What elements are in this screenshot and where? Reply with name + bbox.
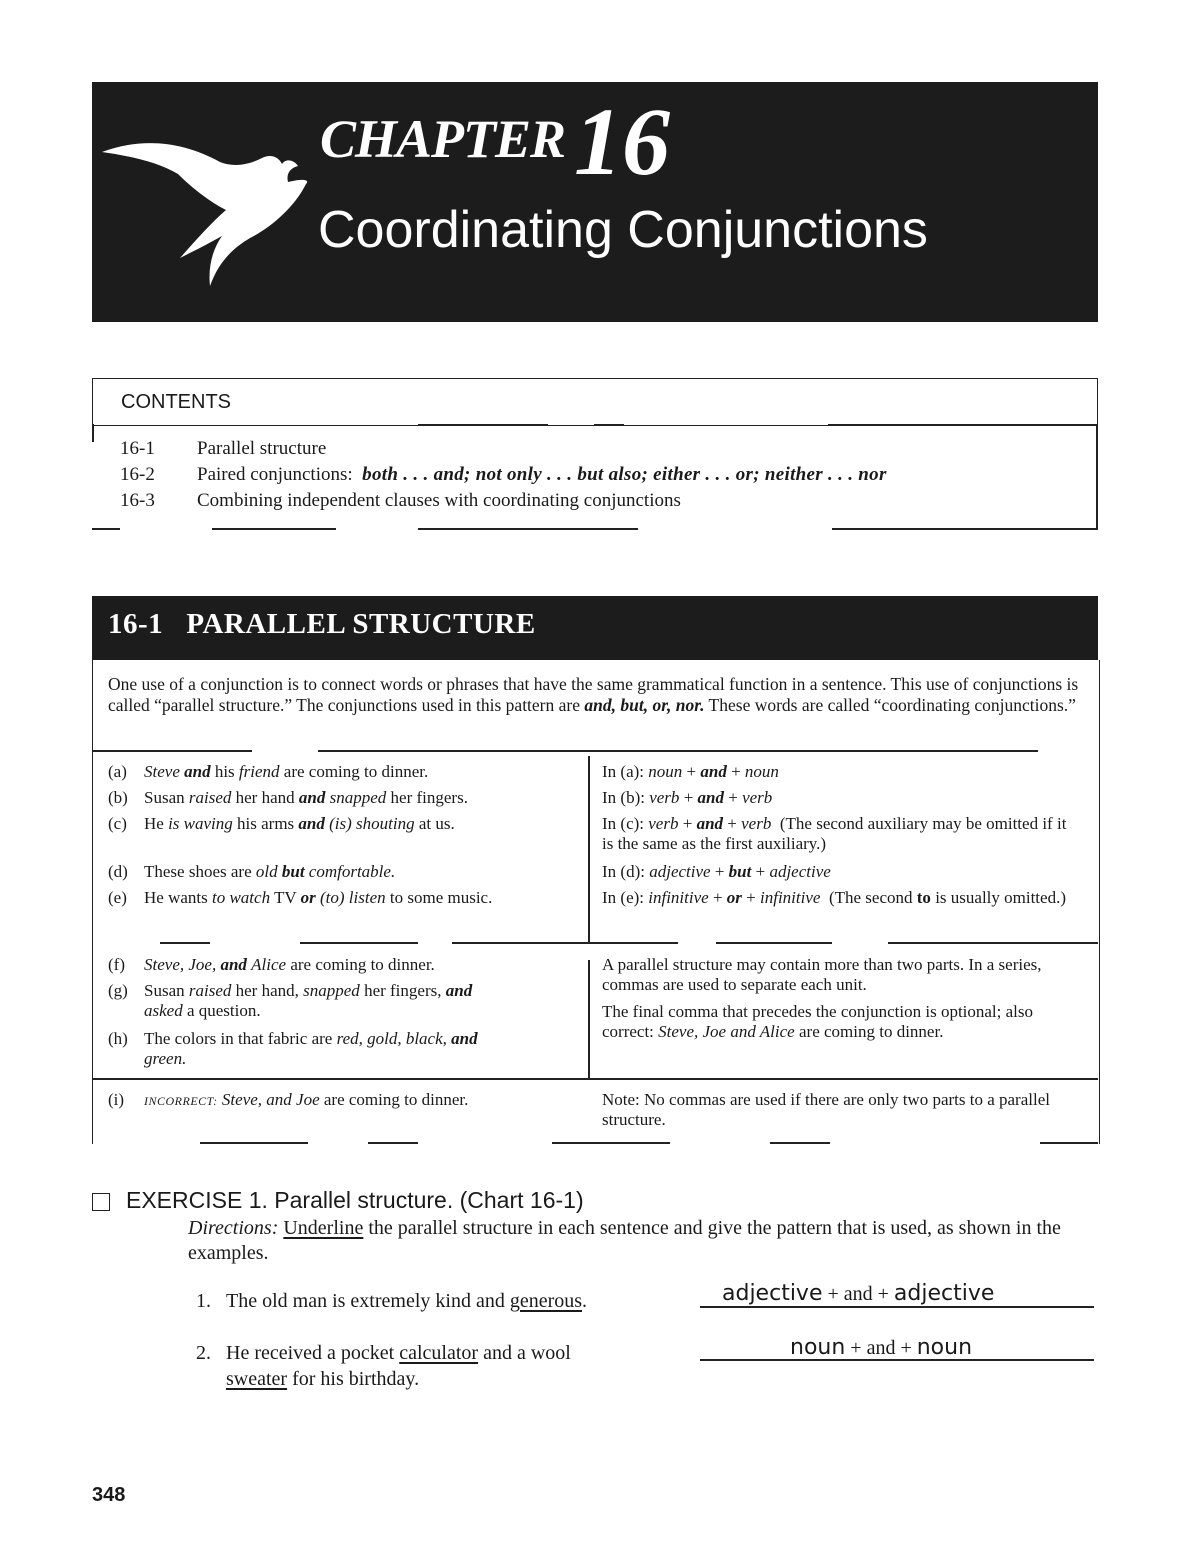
section-title: 16-1 PARALLEL STRUCTURE xyxy=(108,608,536,640)
exercise-checkbox[interactable] xyxy=(92,1193,110,1211)
answer-1: adjective + and + adjective xyxy=(722,1281,995,1306)
contents-box xyxy=(92,378,1098,528)
note-e: In (e): infinitive + or + infinitive (The second to is usually omitted.) xyxy=(602,888,1066,907)
exercise-title: EXERCISE 1. Parallel structure. (Chart 16-1) xyxy=(126,1187,584,1213)
note-b: In (b): verb + and + verb xyxy=(602,788,773,807)
exercise-directions: Directions: Underline the parallel structure in each sentence and give the pattern that is used, as shown in the examples. xyxy=(188,1217,1061,1264)
contents-item[interactable]: 16-1 Parallel structure xyxy=(120,438,327,459)
section-intro: One use of a conjunction is to connect words or phrases that have the same grammatical function in a sentence. This use of conjunctions is called “parallel structure.” The conjunctions used in this pattern are and, but, or, nor. These words are called “coordinating conjunctions.” xyxy=(108,674,1079,715)
chapter-word: CHAPTER xyxy=(320,109,566,169)
chapter-number: 16 xyxy=(574,88,670,195)
example-a: (a) Steve and his friend are coming to dinner. xyxy=(108,762,429,781)
page-number: 348 xyxy=(92,1484,126,1506)
example-d: (d) These shoes are old but comfortable. xyxy=(108,862,396,881)
contents-item[interactable]: 16-3 Combining independent clauses with coordinating conjunctions xyxy=(120,490,681,511)
note-a: In (a): noun + and + noun xyxy=(602,762,779,781)
note-d: In (d): adjective + but + adjective xyxy=(602,862,831,881)
contents-item[interactable]: 16-2 Paired conjunctions: both . . . and; not only . . . but also; either . . . or; neither . . . nor xyxy=(120,464,887,485)
question-2: 2. He received a pocket calculator and a wool sweater for his birthday. xyxy=(196,1342,571,1390)
chapter-title: Coordinating Conjunctions xyxy=(318,201,928,259)
example-h: (h) The colors in that fabric are red, gold, black, and green. xyxy=(108,1029,478,1068)
contents-label: CONTENTS xyxy=(121,391,231,413)
answer-line-1[interactable] xyxy=(700,1306,1094,1308)
example-b: (b) Susan raised her hand and snapped her fingers. xyxy=(108,788,468,807)
example-f: (f) Steve, Joe, and Alice are coming to dinner. xyxy=(108,955,435,974)
note-i: Note: No commas are used if there are only two parts to a parallel structure. xyxy=(602,1090,1050,1129)
question-1: 1. The old man is extremely kind and generous. xyxy=(196,1290,588,1312)
note-c: In (c): verb + and + verb (The second auxiliary may be omitted if it is the same as the first auxiliary.) xyxy=(602,814,1071,853)
example-i: (i) INCORRECT: Steve, and Joe are coming to dinner. xyxy=(108,1090,469,1109)
example-g: (g) Susan raised her hand, snapped her fingers, and asked a question. xyxy=(108,981,473,1020)
contents-header xyxy=(92,378,1098,426)
example-e: (e) He wants to watch TV or (to) listen to some music. xyxy=(108,888,493,907)
note-fgh-1: A parallel structure may contain more than two parts. In a series, commas are used to separate each unit. xyxy=(602,955,1042,994)
note-fgh-2: The final comma that precedes the conjunction is optional; also correct: Steve, Joe and Alice are coming to dinner. xyxy=(602,1002,1034,1041)
swallow-bird-logo xyxy=(100,118,310,288)
answer-2: noun + and + noun xyxy=(790,1335,973,1360)
example-c: (c) He is waving his arms and (is) shouting at us. xyxy=(108,814,455,833)
